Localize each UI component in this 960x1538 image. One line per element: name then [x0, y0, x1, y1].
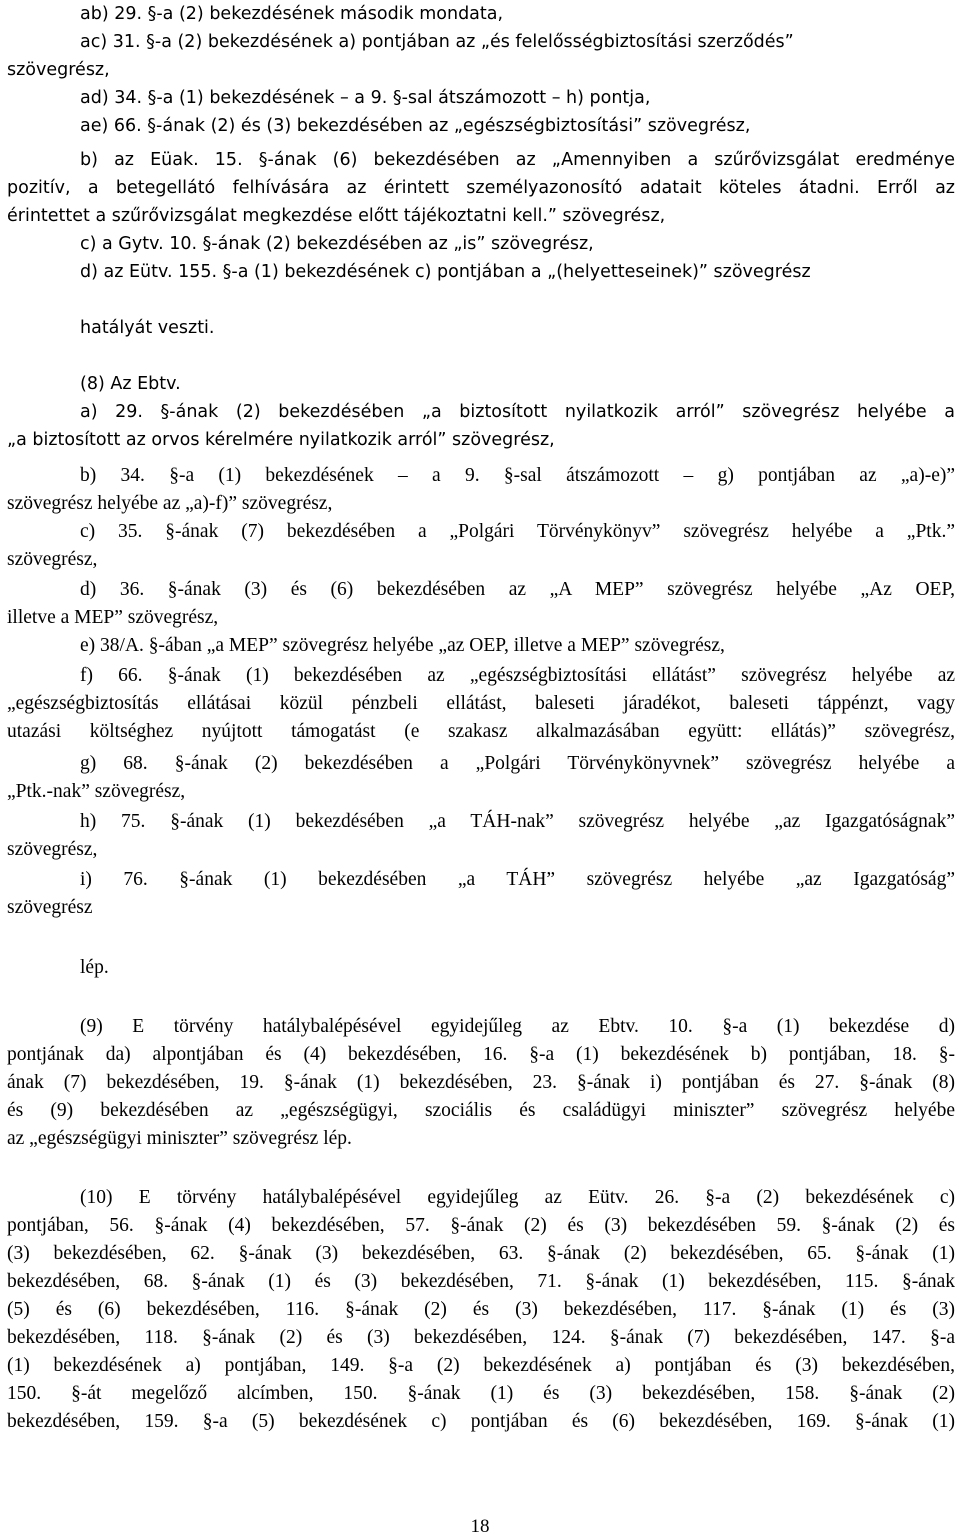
text-line: és (9) bekezdésében az „egészségügyi, szociális és családügyi miniszter” szövegrész helyébe	[7, 1100, 955, 1121]
text-line: a) 29. §-ának (2) bekezdésében „a biztosított nyilatkozik arról” szövegrész helyébe a	[80, 402, 955, 422]
text-line: pontjában, 56. §-ának (4) bekezdésében, 57. §-ának (2) és (3) bekezdésében 59. §-ának (2) és	[7, 1215, 955, 1236]
text-line: illetve a MEP” szövegrész,	[7, 607, 219, 628]
text-line: szövegrész helyébe az „a)-f)” szövegrész,	[7, 493, 333, 514]
text-line: c) 35. §-ának (7) bekezdésében a „Polgári Törvénykönyv” szövegrész helyébe a „Ptk.”	[80, 521, 955, 542]
text-line: szövegrész,	[7, 839, 98, 860]
text-line: pozitív, a betegellátó felhívására az érintett személyazonosító adatait köteles átadni. Erről az	[7, 178, 955, 198]
text-line: ab) 29. §-a (2) bekezdésének második mondata,	[80, 4, 504, 24]
text-line: szövegrész,	[7, 549, 98, 570]
text-line: „egészségbiztosítás ellátásai közül pénzbeli ellátást, baleseti járadékot, baleseti táppénzt, vagy	[7, 693, 955, 714]
text-line: „a biztosított az orvos kérelmére nyilatkozik arról” szövegrész,	[7, 430, 555, 450]
text-line: (3) bekezdésében, 62. §-ának (3) bekezdésében, 63. §-ának (2) bekezdésében, 65. §-ának (1)	[7, 1243, 955, 1264]
text-line: (1) bekezdésének a) pontjában, 149. §-a (2) bekezdésének a) pontjában és (3) bekezdésében,	[7, 1355, 955, 1376]
text-line: szövegrész	[7, 897, 93, 918]
text-line: ad) 34. §-a (1) bekezdésének – a 9. §-sal átszámozott – h) pontja,	[80, 88, 651, 108]
text-line: c) a Gytv. 10. §-ának (2) bekezdésében az „is” szövegrész,	[80, 234, 594, 254]
text-line: i) 76. §-ának (1) bekezdésében „a TÁH” szövegrész helyébe „az Igazgatóság”	[80, 869, 955, 890]
text-line: ae) 66. §-ának (2) és (3) bekezdésében az „egészségbiztosítási” szövegrész,	[80, 116, 751, 136]
text-line: ac) 31. §-a (2) bekezdésének a) pontjában az „és felelősségbiztosítási szerződés”	[80, 32, 794, 52]
text-line: b) az Eüak. 15. §-ának (6) bekezdésében az „Amennyiben a szűrővizsgálat eredménye	[80, 150, 955, 170]
text-line: g) 68. §-ának (2) bekezdésében a „Polgári Törvénykönyvnek” szövegrész helyébe a	[80, 753, 955, 774]
text-line: e) 38/A. §-ában „a MEP” szövegrész helyébe „az OEP, illetve a MEP” szövegrész,	[80, 635, 725, 656]
text-line: f) 66. §-ának (1) bekezdésében az „egészségbiztosítási ellátást” szövegrész helyébe az	[80, 665, 955, 686]
page-number: 18	[470, 1516, 490, 1537]
text-line: (5) és (6) bekezdésében, 116. §-ának (2) és (3) bekezdésében, 117. §-ának (1) és (3)	[7, 1299, 955, 1320]
text-line: hatályát veszti.	[80, 318, 215, 338]
text-line: b) 34. §-a (1) bekezdésének – a 9. §-sal átszámozott – g) pontjában az „a)-e)”	[80, 465, 955, 486]
text-line: h) 75. §-ának (1) bekezdésében „a TÁH-nak” szövegrész helyébe „az Igazgatóságnak”	[80, 811, 955, 832]
text-line: d) 36. §-ának (3) és (6) bekezdésében az „A MEP” szövegrész helyébe „Az OEP,	[80, 579, 955, 600]
text-line: „Ptk.-nak” szövegrész,	[7, 781, 186, 802]
text-line: bekezdésében, 159. §-a (5) bekezdésének c) pontjában és (6) bekezdésében, 169. §-ának (1)	[7, 1411, 955, 1432]
text-line: bekezdésében, 68. §-ának (1) és (3) bekezdésében, 71. §-ának (1) bekezdésében, 115. §-ának	[7, 1271, 955, 1292]
text-line: 150. §-át megelőző alcímben, 150. §-ának (1) és (3) bekezdésében, 158. §-ának (2)	[7, 1383, 955, 1404]
text-line: pontjának da) alpontjában és (4) bekezdésében, 16. §-a (1) bekezdésének b) pontjában, 18. §-	[7, 1044, 955, 1065]
text-line: az „egészségügyi miniszter” szövegrész lép.	[7, 1128, 352, 1149]
text-line: d) az Eütv. 155. §-a (1) bekezdésének c) pontjában a „(helyetteseinek)” szövegrész	[80, 262, 811, 282]
text-line: (9) E törvény hatálybalépésével egyidejűleg az Ebtv. 10. §-a (1) bekezdése d)	[80, 1016, 955, 1037]
text-line: (8) Az Ebtv.	[80, 374, 181, 394]
text-line: érintettet a szűrővizsgálat megkezdése előtt tájékoztatni kell.” szövegrész,	[7, 206, 666, 226]
text-line: lép.	[80, 957, 109, 978]
text-line: ának (7) bekezdésében, 19. §-ának (1) bekezdésében, 23. §-ának i) pontjában és 27. §-ának (8)	[7, 1072, 955, 1093]
text-line: szövegrész,	[7, 60, 110, 80]
text-line: bekezdésében, 118. §-ának (2) és (3) bekezdésében, 124. §-ának (7) bekezdésében, 147. §-a	[7, 1327, 955, 1348]
text-line: (10) E törvény hatálybalépésével egyidejűleg az Eütv. 26. §-a (2) bekezdésének c)	[80, 1187, 955, 1208]
text-line: utazási költséghez nyújtott támogatást (e szakasz alkalmazásában együtt: ellátás)” szövegrész,	[7, 721, 955, 742]
